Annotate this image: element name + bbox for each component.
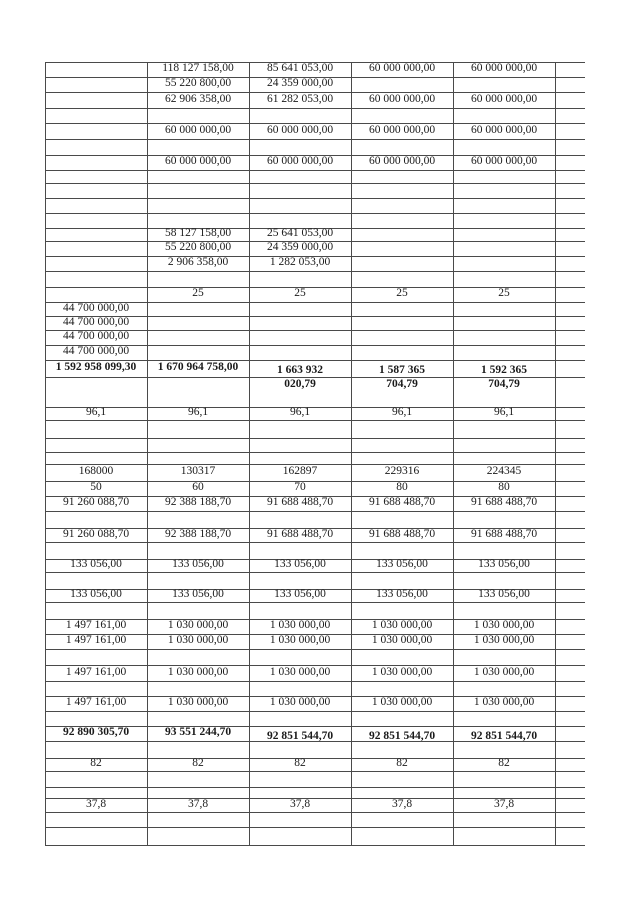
table-cell: 62 906 358,00 bbox=[164, 92, 232, 105]
table-cell: 1 030 000,00 bbox=[269, 665, 331, 678]
table-cell: 60 000 000,00 bbox=[164, 123, 232, 136]
table-cell: 1 030 000,00 bbox=[473, 619, 535, 631]
table-cell: 92 851 544,70 bbox=[470, 730, 538, 742]
table-cell: 91 688 488,70 bbox=[368, 496, 436, 508]
table-row-rule bbox=[45, 198, 585, 199]
table-row-rule bbox=[45, 542, 585, 543]
table-column-rule bbox=[453, 62, 454, 845]
table-cell: 1 030 000,00 bbox=[167, 665, 229, 678]
table-cell: 82 bbox=[90, 757, 102, 769]
table-cell: 60 000 000,00 bbox=[164, 155, 232, 167]
table-cell: 133 056,00 bbox=[70, 588, 122, 600]
table-cell: 96,1 bbox=[493, 406, 515, 418]
table-cell: 91 688 488,70 bbox=[266, 527, 334, 540]
table-cell: 60 000 000,00 bbox=[368, 155, 436, 167]
table-cell: 50 bbox=[90, 481, 102, 493]
table-row-rule bbox=[45, 771, 585, 772]
table-cell: 1 497 161,00 bbox=[65, 619, 127, 631]
table-row-rule bbox=[45, 271, 585, 272]
table-cell: 91 688 488,70 bbox=[266, 496, 334, 508]
table-cell: 37,8 bbox=[493, 797, 515, 810]
table-cell: 91 260 088,70 bbox=[62, 527, 130, 540]
table-row-rule bbox=[45, 711, 585, 712]
table-cell: 91 688 488,70 bbox=[470, 527, 538, 540]
table-column-rule bbox=[249, 62, 250, 845]
table-cell: 82 bbox=[192, 757, 204, 769]
table-row-rule bbox=[45, 108, 585, 109]
table-cell: 24 359 000,00 bbox=[266, 77, 334, 89]
table-column-rule bbox=[351, 62, 352, 845]
table-cell: 224345 bbox=[486, 465, 522, 477]
table-cell: 1 030 000,00 bbox=[269, 634, 331, 646]
table-cell: 44 700 000,00 bbox=[62, 345, 130, 357]
table-row-rule bbox=[45, 438, 585, 439]
table-cell: 25 bbox=[294, 287, 306, 299]
table-cell: 25 641 053,00 bbox=[266, 227, 334, 239]
table-cell: 1 030 000,00 bbox=[269, 696, 331, 708]
table-cell: 133 056,00 bbox=[172, 588, 224, 600]
table-cell: 60 000 000,00 bbox=[368, 62, 436, 74]
table-cell: 133 056,00 bbox=[478, 558, 530, 570]
table-cell: 44 700 000,00 bbox=[62, 301, 130, 314]
table-cell: 82 bbox=[498, 757, 510, 769]
table-cell: 55 220 800,00 bbox=[164, 241, 232, 253]
table-cell: 96,1 bbox=[289, 406, 311, 418]
table-cell: 1 592 958 099,30 bbox=[55, 361, 137, 373]
table-cell: 1 030 000,00 bbox=[167, 634, 229, 646]
table-cell: 60 bbox=[192, 481, 204, 493]
table-cell: 1 030 000,00 bbox=[167, 619, 229, 631]
table-row-rule bbox=[45, 420, 585, 421]
table-cell: 1 030 000,00 bbox=[473, 665, 535, 678]
table-cell: 133 056,00 bbox=[376, 558, 428, 570]
table-cell: 1 030 000,00 bbox=[371, 634, 433, 646]
table-row-rule bbox=[45, 452, 585, 453]
table-cell: 1 030 000,00 bbox=[473, 634, 535, 646]
table-cell: 96,1 bbox=[187, 406, 209, 418]
table-cell: 37,8 bbox=[85, 797, 107, 810]
table-cell: 96,1 bbox=[85, 406, 107, 418]
table-cell: 92 851 544,70 bbox=[266, 730, 334, 742]
table-cell: 92 388 188,70 bbox=[164, 496, 232, 508]
table-cell: 1 030 000,00 bbox=[473, 696, 535, 708]
table-cell: 70 bbox=[294, 481, 306, 493]
table-cell: 96,1 bbox=[391, 406, 413, 418]
table-cell: 1 497 161,00 bbox=[65, 665, 127, 678]
table-cell: 1 497 161,00 bbox=[65, 634, 127, 646]
table-cell: 133 056,00 bbox=[478, 588, 530, 600]
table-cell: 162897 bbox=[282, 465, 318, 477]
table-cell: 44 700 000,00 bbox=[62, 315, 130, 328]
table-cell: 2 906 358,00 bbox=[167, 256, 229, 268]
table-cell: 130317 bbox=[180, 465, 216, 477]
table-cell: 1 030 000,00 bbox=[371, 696, 433, 708]
table-cell: 1 497 161,00 bbox=[65, 696, 127, 708]
table-cell: 61 282 053,00 bbox=[266, 92, 334, 105]
table-cell: 60 000 000,00 bbox=[266, 123, 334, 136]
table-cell: 1 592 365 704,79 bbox=[481, 364, 527, 390]
table-cell: 92 388 188,70 bbox=[164, 527, 232, 540]
table-row-rule bbox=[45, 812, 585, 813]
table-cell: 1 030 000,00 bbox=[269, 619, 331, 631]
table-cell: 1 587 365 704,79 bbox=[379, 364, 425, 390]
table-cell: 60 000 000,00 bbox=[470, 62, 538, 74]
table-cell: 24 359 000,00 bbox=[266, 241, 334, 253]
table-cell: 25 bbox=[396, 287, 408, 299]
table-cell: 91 688 488,70 bbox=[470, 496, 538, 508]
table-cell: 133 056,00 bbox=[274, 558, 326, 570]
table-cell: 58 127 158,00 bbox=[164, 227, 232, 239]
table-row-rule bbox=[45, 602, 585, 603]
table-cell: 80 bbox=[396, 481, 408, 493]
table-cell: 60 000 000,00 bbox=[470, 92, 538, 105]
table-cell: 1 282 053,00 bbox=[269, 256, 331, 268]
table-cell: 60 000 000,00 bbox=[266, 155, 334, 167]
table-cell: 55 220 800,00 bbox=[164, 77, 232, 89]
table-row-rule bbox=[45, 213, 585, 214]
table-row-rule bbox=[45, 139, 585, 140]
table-row-rule bbox=[45, 827, 585, 828]
table-cell: 1 030 000,00 bbox=[371, 665, 433, 678]
table-row-rule bbox=[45, 572, 585, 573]
table-cell: 85 641 053,00 bbox=[266, 62, 334, 74]
table-row-rule bbox=[45, 183, 585, 184]
table-cell: 1 670 964 758,00 bbox=[157, 361, 239, 373]
table-cell: 92 851 544,70 bbox=[368, 730, 436, 742]
table-cell: 92 890 305,70 bbox=[62, 726, 130, 738]
table-row-rule bbox=[45, 681, 585, 682]
table-cell: 118 127 158,00 bbox=[162, 62, 234, 74]
table-cell: 91 688 488,70 bbox=[368, 527, 436, 540]
table-cell: 25 bbox=[498, 287, 510, 299]
table-row-rule bbox=[45, 649, 585, 650]
table-row-rule bbox=[45, 170, 585, 171]
table-cell: 60 000 000,00 bbox=[368, 92, 436, 105]
table-cell: 168000 bbox=[78, 465, 114, 477]
table-cell: 1 030 000,00 bbox=[167, 696, 229, 708]
table-cell: 91 260 088,70 bbox=[62, 496, 130, 508]
table-cell: 93 551 244,70 bbox=[164, 726, 232, 738]
table-cell: 37,8 bbox=[391, 797, 413, 810]
table-cell: 82 bbox=[396, 757, 408, 769]
table-cell: 133 056,00 bbox=[172, 558, 224, 570]
table-row-rule bbox=[45, 511, 585, 512]
table-cell: 82 bbox=[294, 757, 306, 769]
table-cell: 60 000 000,00 bbox=[470, 123, 538, 136]
table-cell: 133 056,00 bbox=[274, 588, 326, 600]
table-cell: 80 bbox=[498, 481, 510, 493]
table-cell: 229316 bbox=[384, 465, 420, 477]
table-column-rule bbox=[555, 62, 556, 845]
table-cell: 133 056,00 bbox=[70, 558, 122, 570]
table-cell: 60 000 000,00 bbox=[470, 155, 538, 167]
table-cell: 44 700 000,00 bbox=[62, 330, 130, 342]
table-cell: 1 663 932 020,79 bbox=[277, 364, 323, 390]
table-cell: 37,8 bbox=[187, 797, 209, 810]
table-cell: 37,8 bbox=[289, 797, 311, 810]
table-cell: 25 bbox=[192, 287, 204, 299]
table-row-rule bbox=[45, 787, 585, 788]
table-cell: 1 030 000,00 bbox=[371, 619, 433, 631]
table-row-rule bbox=[45, 845, 585, 846]
table-cell: 133 056,00 bbox=[376, 588, 428, 600]
table-cell: 60 000 000,00 bbox=[368, 123, 436, 136]
